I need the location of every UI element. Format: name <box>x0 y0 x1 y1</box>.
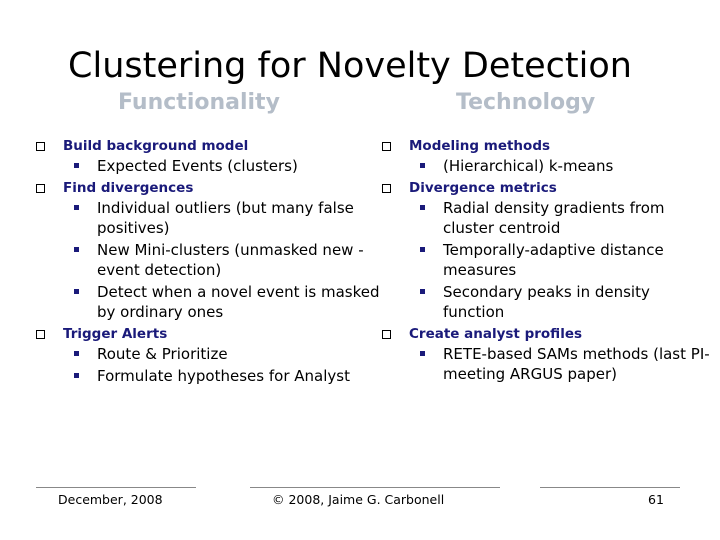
technology-column <box>382 136 712 386</box>
section-trigger-alerts <box>36 324 386 386</box>
square-bullet-icon <box>420 163 425 168</box>
hollow-square-bullet-icon <box>382 142 391 151</box>
section-build-background <box>36 136 386 176</box>
list-item: RETE-based SAMs methods (last PI-meeting ARGUS paper) <box>382 344 712 384</box>
footer-divider <box>540 487 680 488</box>
square-bullet-icon <box>74 289 79 294</box>
section-find-divergences <box>36 178 386 322</box>
square-bullet-icon <box>420 289 425 294</box>
page-number: 61 <box>648 492 664 507</box>
list-item: Detect when a novel event is masked by ordinary ones <box>36 282 386 322</box>
technology-heading: Technology <box>456 90 596 115</box>
list-item: Expected Events (clusters) <box>36 156 386 176</box>
square-bullet-icon <box>74 351 79 356</box>
functionality-column <box>36 136 386 388</box>
section-heading: Divergence metrics <box>409 180 557 196</box>
footer-copyright: © 2008, Jaime G. Carbonell <box>272 492 445 507</box>
section-analyst-profiles <box>382 324 712 384</box>
section-divergence-metrics <box>382 178 712 322</box>
list-item: Radial density gradients from cluster centroid <box>382 198 712 238</box>
hollow-square-bullet-icon <box>382 330 391 339</box>
footer-date: December, 2008 <box>58 492 163 507</box>
section-heading: Find divergences <box>63 180 194 196</box>
square-bullet-icon <box>74 205 79 210</box>
footer-divider <box>250 487 500 488</box>
square-bullet-icon <box>74 373 79 378</box>
hollow-square-bullet-icon <box>382 184 391 193</box>
section-heading: Modeling methods <box>409 138 551 154</box>
section-heading: Trigger Alerts <box>63 326 168 342</box>
section-heading: Build background model <box>63 138 249 154</box>
section-modeling-methods <box>382 136 712 176</box>
section-heading: Create analyst profiles <box>409 326 583 342</box>
hollow-square-bullet-icon <box>36 184 45 193</box>
square-bullet-icon <box>74 247 79 252</box>
list-item: Formulate hypotheses for Analyst <box>36 366 386 386</box>
list-item: (Hierarchical) k-means <box>382 156 712 176</box>
square-bullet-icon <box>74 163 79 168</box>
list-item: New Mini-clusters (unmasked new -event detection) <box>36 240 386 280</box>
square-bullet-icon <box>420 247 425 252</box>
square-bullet-icon <box>420 351 425 356</box>
list-item: Secondary peaks in density function <box>382 282 712 322</box>
hollow-square-bullet-icon <box>36 330 45 339</box>
list-item: Temporally-adaptive distance measures <box>382 240 712 280</box>
functionality-heading: Functionality <box>118 90 280 115</box>
list-item: Individual outliers (but many false positives) <box>36 198 386 238</box>
slide-title: Clustering for Novelty Detection <box>68 46 632 86</box>
hollow-square-bullet-icon <box>36 142 45 151</box>
square-bullet-icon <box>420 205 425 210</box>
footer-divider <box>36 487 196 488</box>
list-item: Route & Prioritize <box>36 344 386 364</box>
